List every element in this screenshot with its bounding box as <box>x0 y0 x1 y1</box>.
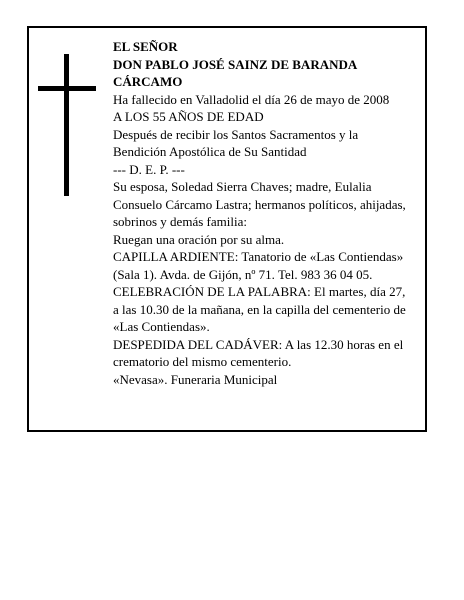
funeral-home: «Nevasa». Funeraria Municipal <box>113 371 278 387</box>
chapel-info: CAPILLA ARDIENTE: Tanatorio de «Las Contiendas» (Sala 1). Avda. de Gijón, nº 71. Tel. 983 36 04 05. <box>113 249 404 282</box>
family-text: Su esposa, Soledad Sierra Chaves; madre, Eulalia Consuelo Cárcamo Lastra; hermanos políticos, ahijadas, sobrinos y demás familia: <box>113 179 406 229</box>
prayer-request: Ruegan una oración por su alma. <box>113 231 285 247</box>
obituary-text <box>113 38 413 388</box>
death-announcement: Ha fallecido en Valladolid el día 26 de mayo de 2008 <box>113 91 390 107</box>
sacraments-text: Después de recibir los Santos Sacramentos y la Bendición Apostólica de Su Santidad <box>113 126 359 159</box>
rip-text: --- D. E. P. --- <box>113 161 185 177</box>
obituary-title: EL SEÑOR <box>113 39 178 54</box>
farewell-info: DESPEDIDA DEL CADÁVER: A las 12.30 horas en el crematorio del mismo cementerio. <box>113 336 404 369</box>
cross-horizontal-bar <box>38 86 96 91</box>
cross-vertical-bar <box>64 54 69 196</box>
deceased-name: DON PABLO JOSÉ SAINZ DE BARANDA CÁRCAMO <box>113 56 357 89</box>
age-at-death: A LOS 55 AÑOS DE EDAD <box>113 109 264 124</box>
celebration-info: CELEBRACIÓN DE LA PALABRA: El martes, día 27, a las 10.30 de la mañana, en la capilla del cementerio de «Las Contiendas». <box>113 284 406 334</box>
